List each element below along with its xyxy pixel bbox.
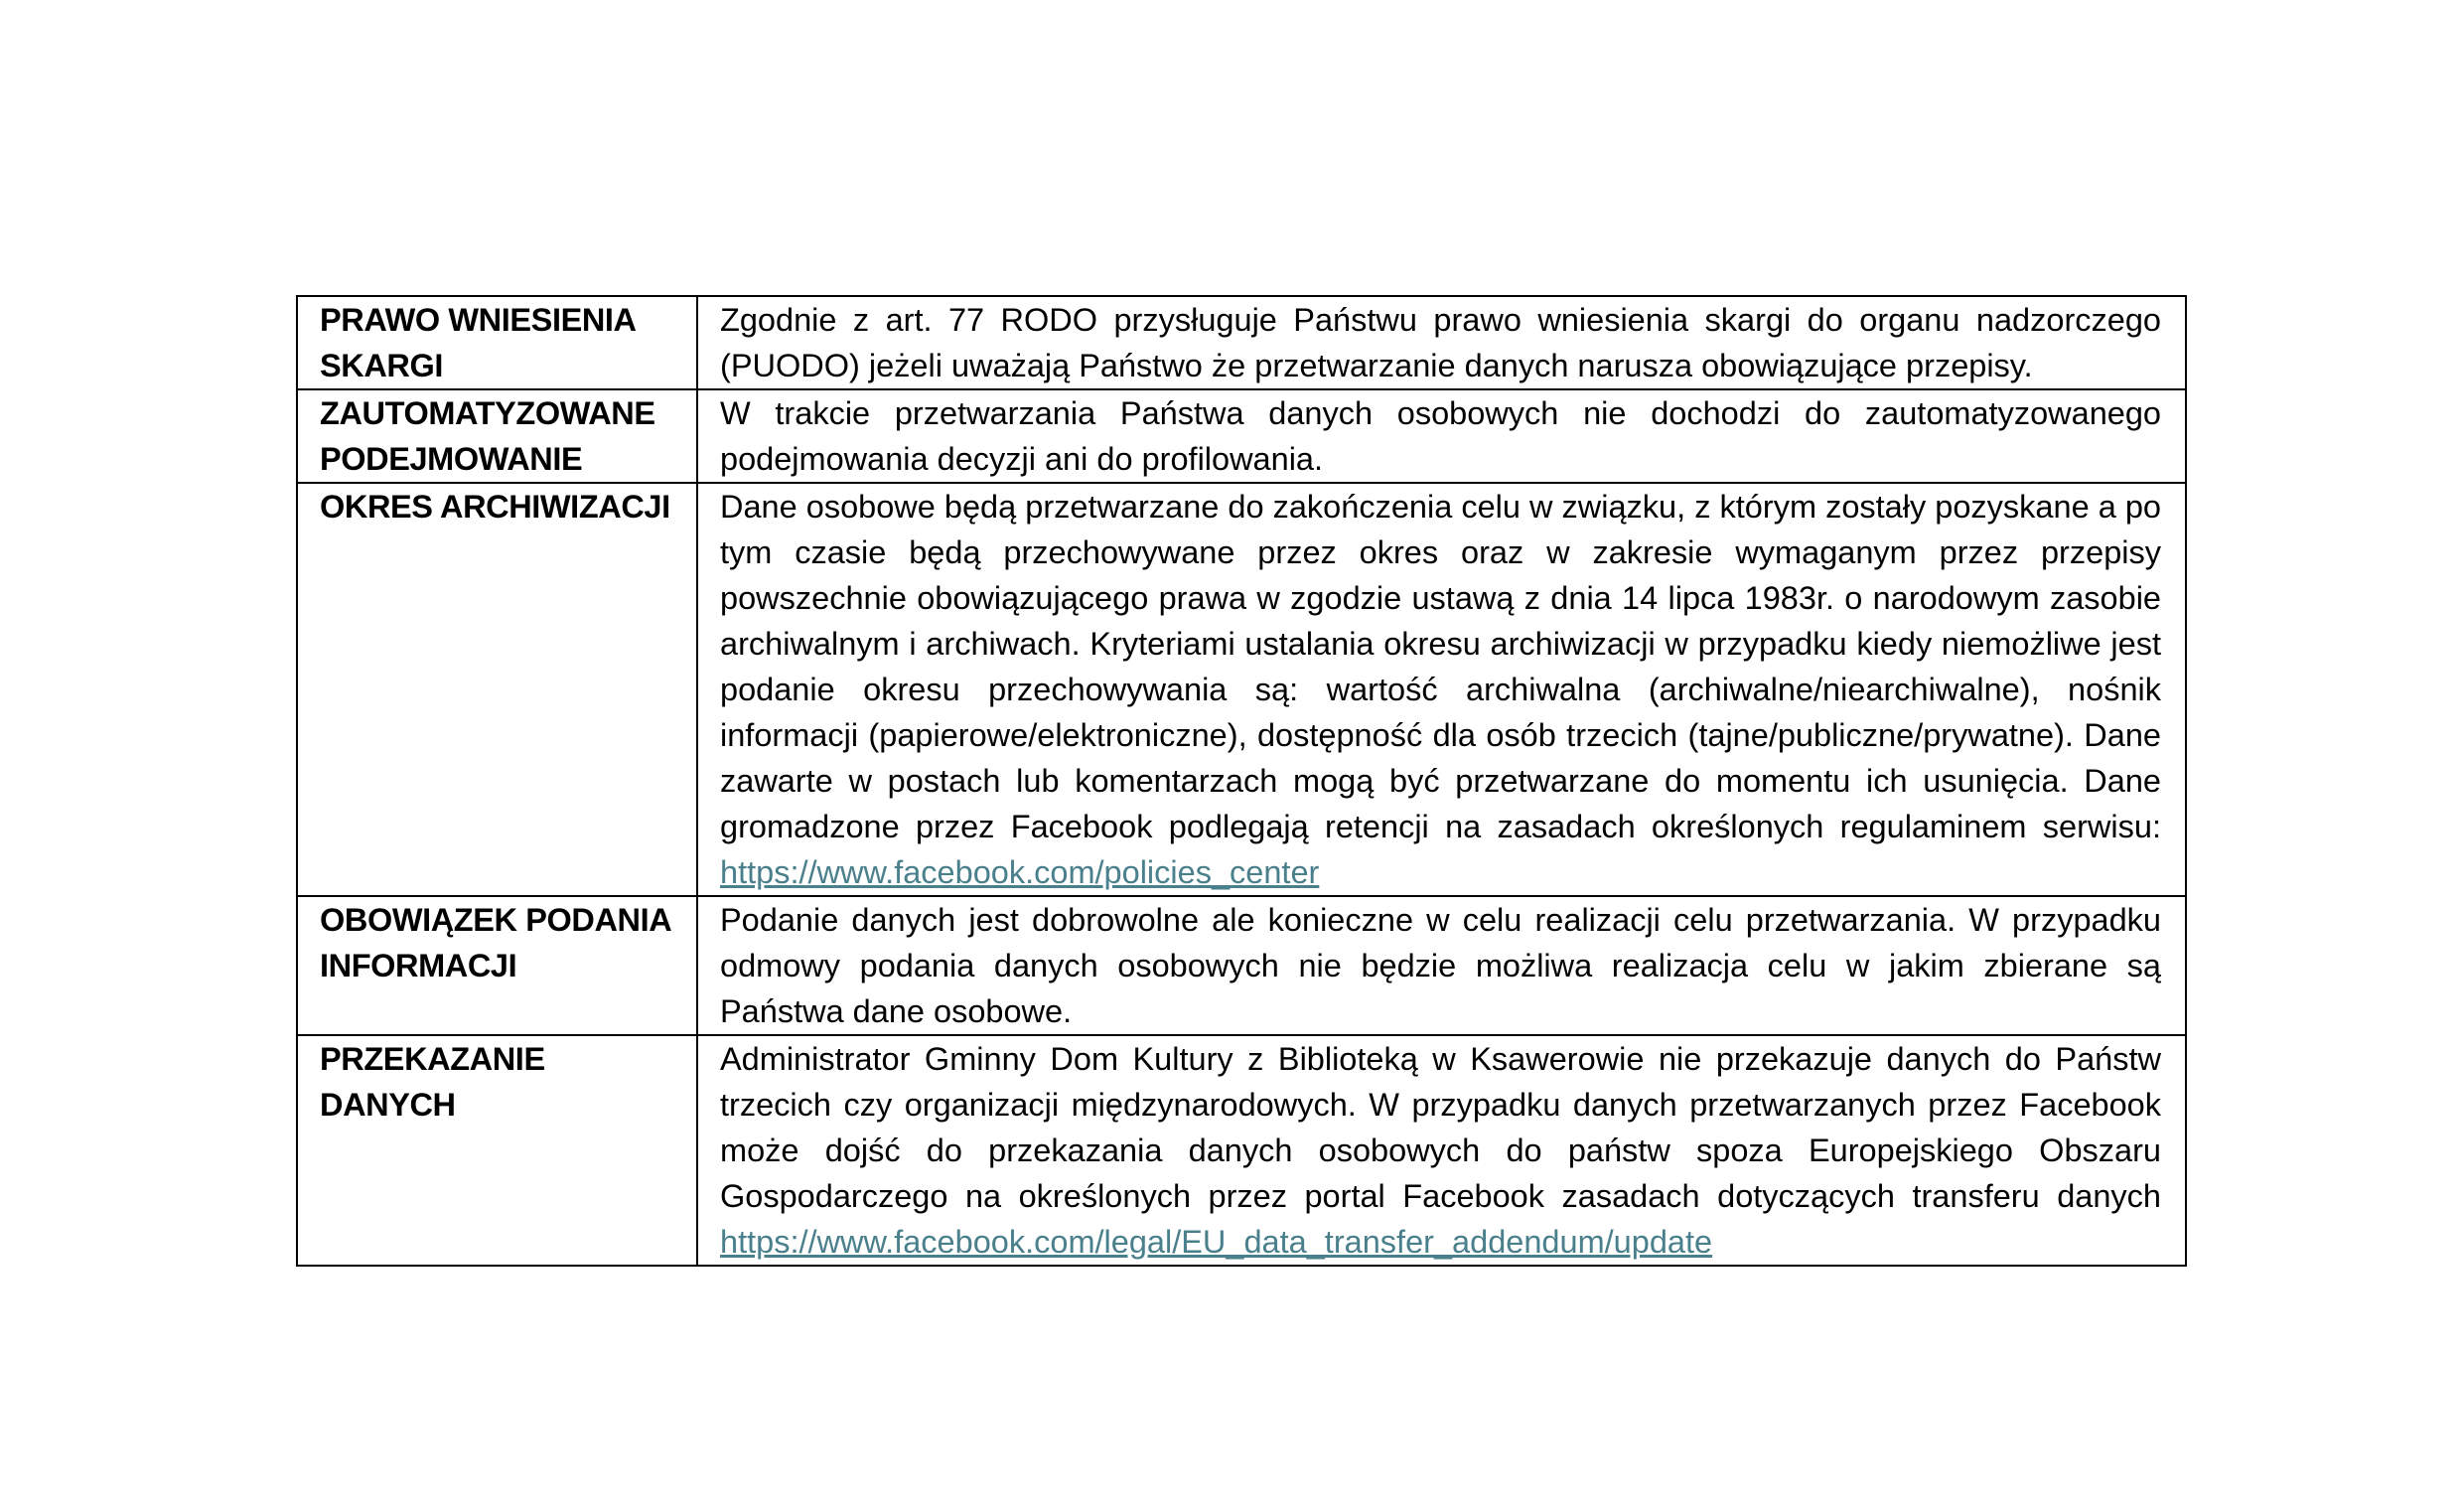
row-label: OBOWIĄZEK PODANIA INFORMACJI — [297, 896, 697, 1035]
table-row — [297, 483, 2186, 896]
row-content — [697, 389, 2186, 483]
row-text: Administrator Gminny Dom Kultury z Biblioteką w Ksawerowie nie przekazuje danych do Państw trzecich czy organizacji międzynarodowych. W przypadku danych przetwarzanych przez Facebook może dojść do przekazania danych osobowych do państw spoza Europejskiego Obszaru Gospodarczego na określonych przez portal Facebook zasadach dotyczących transferu danych — [720, 1041, 2161, 1214]
row-text: Zgodnie z art. 77 RODO przysługuje Państwu prawo wniesienia skargi do organu nadzorczego (PUODO) jeżeli uważają Państwo że przetwarzanie danych narusza obowiązujące przepisy. — [720, 302, 2161, 383]
gdpr-info-table — [296, 295, 2187, 1267]
row-text: Dane osobowe będą przetwarzane do zakończenia celu w związku, z którym zostały pozyskane a po tym czasie będą przechowywane przez okres oraz w zakresie wymaganym przez przepisy powszechnie obowiązującego prawa w zgodzie ustawą z dnia 14 lipca 1983r. o narodowym zasobie archiwalnym i archiwach. Kryteriami ustalania okresu archiwizacji w przypadku kiedy niemożliwe jest podanie okresu przechowywania są: wartość archiwalna (archiwalne/niearchiwalne), nośnik informacji (papierowe/elektroniczne), dostępność dla osób trzecich (tajne/publiczne/prywatne). Dane zawarte w postach lub komentarzach mogą być przetwarzane do momentu ich usunięcia. Dane gromadzone przez Facebook podlegają retencji na zasadach określonych regulaminem serwisu: — [720, 489, 2161, 844]
facebook-data-transfer-link[interactable]: https://www.facebook.com/legal/EU_data_transfer_addendum/update — [720, 1224, 1713, 1260]
row-content — [697, 483, 2186, 896]
table-row — [297, 296, 2186, 389]
row-label: PRZEKAZANIE DANYCH — [297, 1035, 697, 1266]
row-text: Podanie danych jest dobrowolne ale konieczne w celu realizacji celu przetwarzania. W przypadku odmowy podania danych osobowych nie będzie możliwa realizacja celu w jakim zbierane są Państwa dane osobowe. — [720, 902, 2161, 1029]
row-label: PRAWO WNIESIENIA SKARGI — [297, 296, 697, 389]
row-content — [697, 896, 2186, 1035]
table-row — [297, 896, 2186, 1035]
table-row — [297, 1035, 2186, 1266]
row-content — [697, 1035, 2186, 1266]
row-label: ZAUTOMATYZOWANE PODEJMOWANIE — [297, 389, 697, 483]
table-row — [297, 389, 2186, 483]
row-content — [697, 296, 2186, 389]
row-label: OKRES ARCHIWIZACJI — [297, 483, 697, 896]
row-text: W trakcie przetwarzania Państwa danych osobowych nie dochodzi do zautomatyzowanego podejmowania decyzji ani do profilowania. — [720, 395, 2161, 477]
facebook-policies-link[interactable]: https://www.facebook.com/policies_center — [720, 854, 1320, 890]
